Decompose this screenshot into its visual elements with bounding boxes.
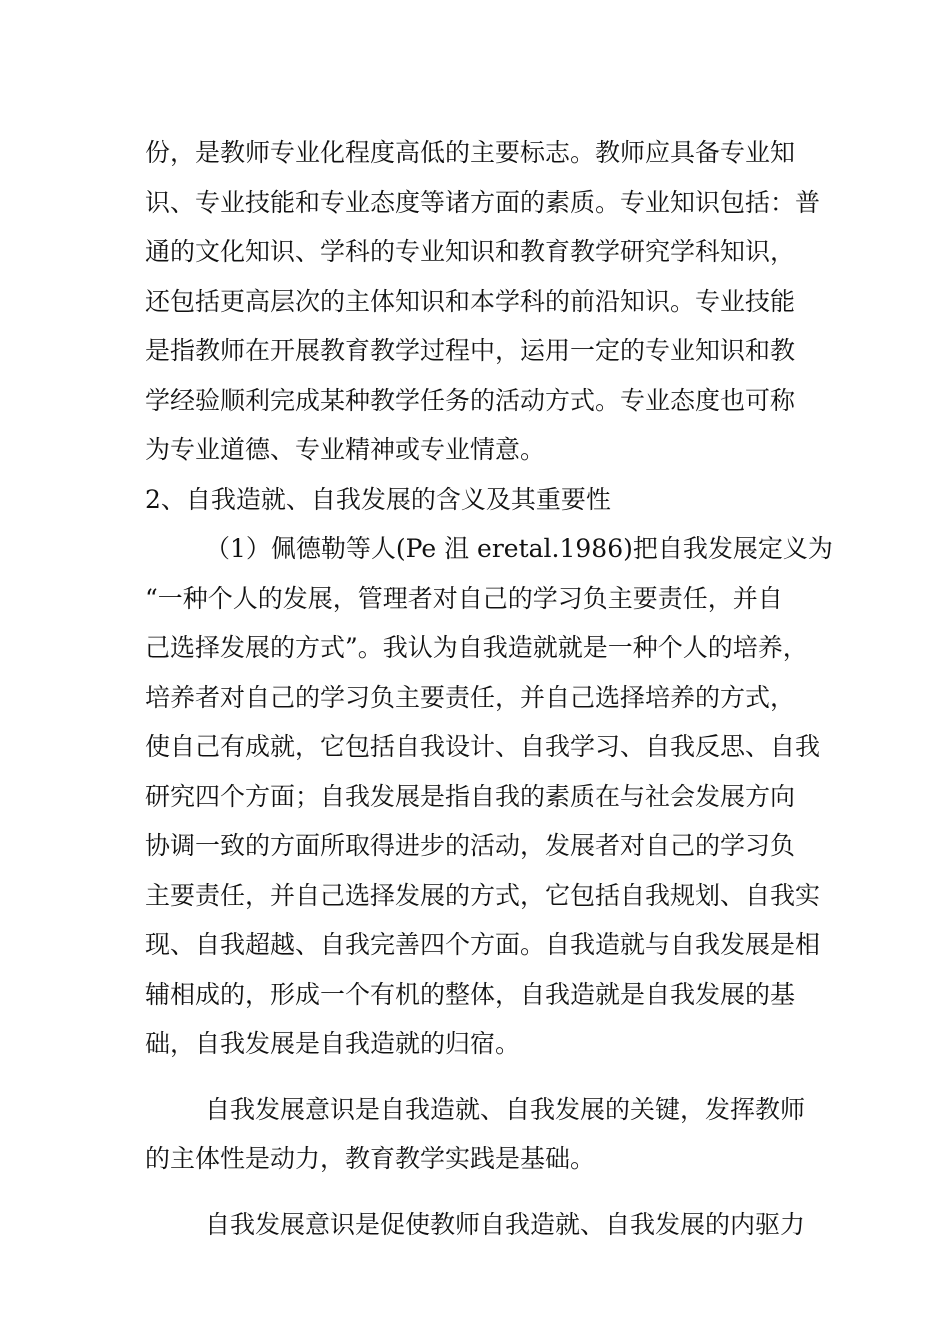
text-line: 研究四个方面；自我发展是指自我的素质在与社会发展方向: [145, 781, 796, 811]
text-line: 还包括更高层次的主体知识和本学科的前沿知识。专业技能: [145, 286, 796, 316]
text-line: 础，自我发展是自我造就的归宿。: [145, 1029, 521, 1058]
text-line: “一种个人的发展，管理者对自己的学习负主要责任，并自: [145, 583, 783, 613]
text-line: 份，是教师专业化程度高低的主要标志。教师应具备专业知: [145, 138, 796, 167]
text-line: 现、自我超越、自我完善四个方面。自我造就与自我发展是相: [145, 930, 821, 959]
text-line: 为专业道德、专业精神或专业情意。: [145, 435, 546, 464]
text-line: 自我发展意识是促使教师自我造就、自我发展的内驱力: [205, 1209, 806, 1239]
text-line: 辅相成的，形成一个有机的整体，自我造就是自我发展的基: [145, 979, 796, 1009]
text-line: 己选择发展的方式”。我认为自我造就就是一种个人的培养，: [145, 633, 808, 662]
text-line: 培养者对自己的学习负主要责任，并自己选择培养的方式，: [145, 682, 796, 712]
text-line: 是指教师在开展教育教学过程中，运用一定的专业知识和教: [145, 336, 796, 365]
text-line: 协调一致的方面所取得进步的活动，发展者对自己的学习负: [145, 831, 796, 860]
text-line: 学经验顺利完成某种教学任务的活动方式。专业态度也可称: [145, 385, 796, 415]
text-line: 自我发展意识是自我造就、自我发展的关键，发挥教师: [205, 1094, 806, 1124]
text-line: 使自己有成就，它包括自我设计、自我学习、自我反思、自我: [145, 732, 821, 761]
text-line: 通的文化知识、学科的专业知识和教育教学研究学科知识，: [145, 237, 796, 266]
paragraph-gap: [145, 1069, 825, 1085]
paragraph-gap: [145, 1184, 825, 1200]
text-line: （1）佩德勒等人(Pe 沮 eretal.1986)把自我发展定义为: [205, 534, 833, 563]
text-line: 主要责任，并自己选择发展的方式，它包括自我规划、自我实: [145, 880, 821, 910]
text-line: 的主体性是动力，教育教学实践是基础。: [145, 1144, 596, 1173]
body-text: [145, 128, 833, 1249]
section-heading: 2、自我造就、自我发展的含义及其重要性: [145, 484, 611, 514]
text-line: 识、专业技能和专业态度等诸方面的素质。专业知识包括：普: [145, 187, 821, 217]
